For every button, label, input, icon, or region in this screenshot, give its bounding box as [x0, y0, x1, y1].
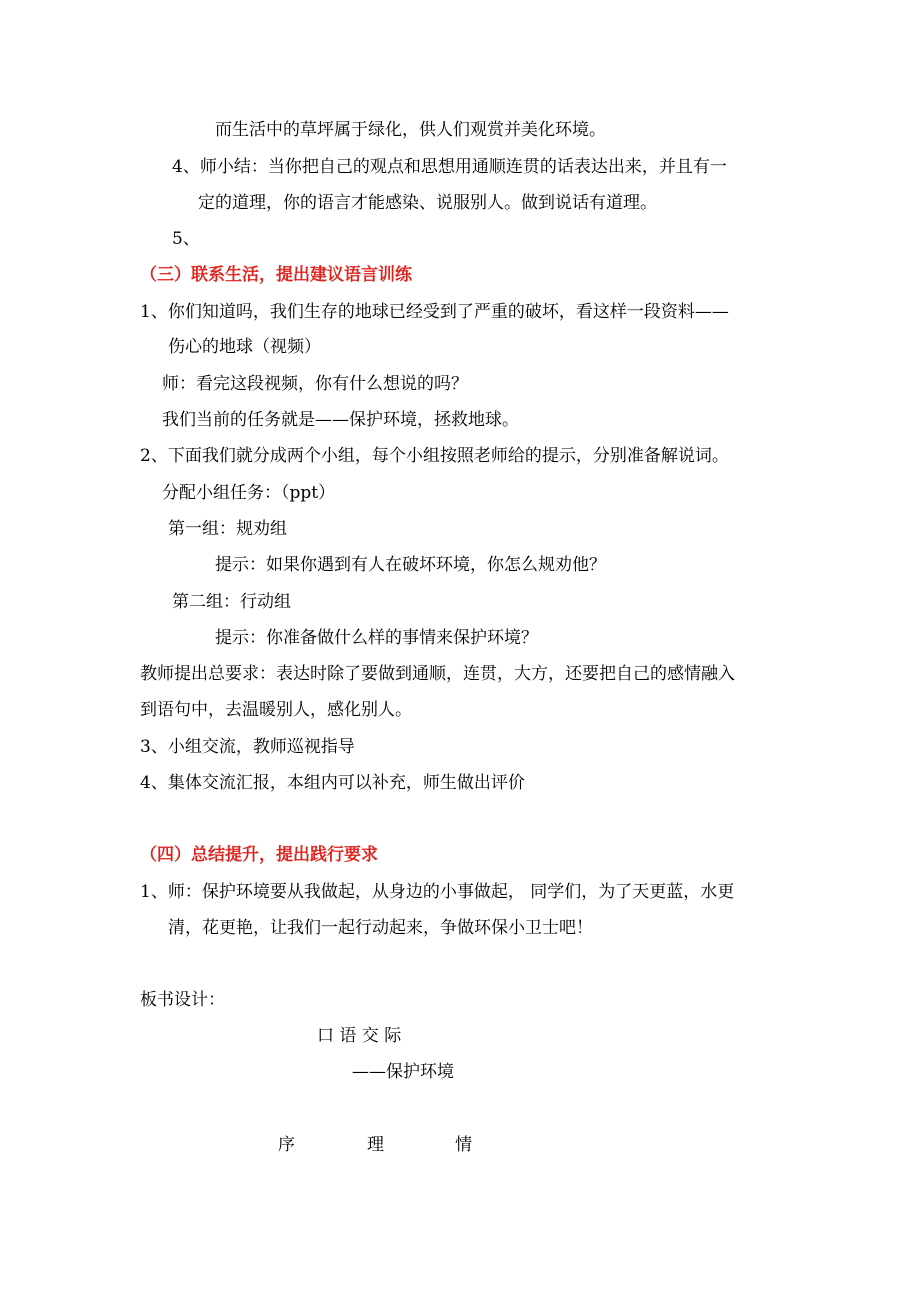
s3-item-4: 4、集体交流汇报，本组内可以补充，师生做出评价 [140, 773, 525, 793]
s4-item-1-line1: 1、师：保护环境要从我做起，从身边的小事做起， 同学们，为了天更蓝，水更 [140, 882, 735, 902]
s3-item-1-line2: 伤心的地球（视频） [168, 337, 321, 357]
s3-item-3: 3、小组交流，教师巡视指导 [140, 737, 355, 757]
teacher-question: 师：看完这段视频，你有什么想说的吗？ [162, 374, 468, 394]
board-title: 口 语 交 际 [317, 1026, 402, 1046]
assign-tasks: 分配小组任务：（ppt） [162, 483, 336, 503]
group-1-hint: 提示：如果你遇到有人在破坏环境，你怎么规劝他？ [215, 555, 606, 575]
summary-item-4-line1: 4、师小结：当你把自己的观点和思想用通顺连贯的话表达出来，并且有一 [172, 157, 727, 177]
item-5: 5、 [172, 229, 200, 249]
board-design-label: 板书设计： [140, 990, 225, 1010]
group-1: 第一组：规劝组 [168, 519, 287, 539]
board-keyword-emotion: 情 [455, 1135, 472, 1155]
requirement-line1: 教师提出总要求：表达时除了要做到通顺，连贯，大方，还要把自己的感情融入 [140, 664, 735, 684]
section-four-heading: （四）总结提升，提出践行要求 [140, 845, 378, 865]
group-2: 第二组：行动组 [172, 592, 291, 612]
board-keyword-reason: 理 [367, 1135, 384, 1155]
board-subtitle: ——保护环境 [352, 1062, 454, 1082]
group-2-hint: 提示：你准备做什么样的事情来保护环境？ [215, 628, 538, 648]
s3-item-2: 2、下面我们就分成两个小组，每个小组按照老师给的提示，分别准备解说词。 [140, 446, 729, 466]
board-keyword-order: 序 [278, 1135, 295, 1155]
s4-item-1-line2: 清，花更艳，让我们一起行动起来，争做环保小卫士吧！ [168, 918, 593, 938]
summary-item-4-line2: 定的道理，你的语言才能感染、说服别人。做到说话有道理。 [198, 193, 657, 213]
grass-line: 而生活中的草坪属于绿化，供人们观赏并美化环境。 [215, 120, 606, 140]
current-task: 我们当前的任务就是——保护环境，拯救地球。 [162, 410, 519, 430]
section-three-heading: （三）联系生活，提出建议语言训练 [140, 265, 412, 285]
s3-item-1-line1: 1、你们知道吗，我们生存的地球已经受到了严重的破坏，看这样一段资料—— [140, 302, 729, 322]
requirement-line2: 到语句中，去温暖别人，感化别人。 [140, 700, 412, 720]
